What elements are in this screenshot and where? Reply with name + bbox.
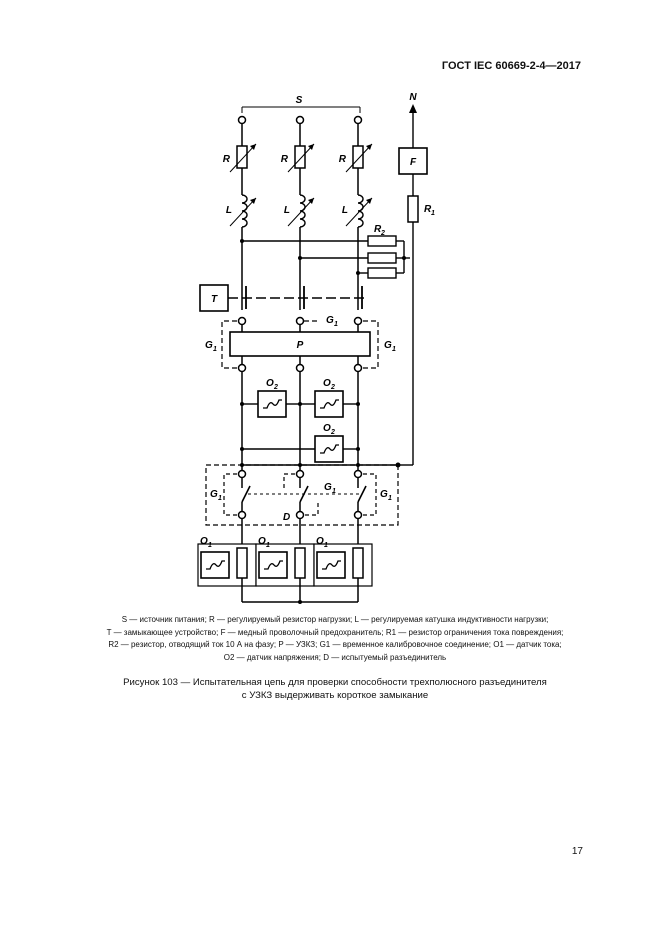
label-r2: R <box>374 224 382 235</box>
label-g1-left: G <box>205 340 213 351</box>
svg-text:2: 2 <box>331 384 335 391</box>
svg-text:1: 1 <box>218 495 222 502</box>
label-r-2: R <box>280 154 288 165</box>
svg-text:1: 1 <box>213 346 217 353</box>
svg-text:O: O <box>323 378 331 389</box>
label-g1-top: G <box>326 315 334 326</box>
label-r1: R <box>424 204 432 215</box>
resistor-r-1 <box>237 146 247 168</box>
label-r2-sub: 2 <box>381 230 385 237</box>
closing-device-t <box>200 285 368 311</box>
label-l-1: L <box>225 205 232 216</box>
svg-text:G: G <box>210 489 218 500</box>
label-n: N <box>409 92 417 103</box>
disconnector-d <box>239 471 367 524</box>
standard-header: ГОСТ IEC 60669-2-4—2017 <box>441 60 581 72</box>
figure-caption <box>40 676 630 702</box>
label-d: D <box>283 512 291 523</box>
label-l-2: L <box>283 205 290 216</box>
svg-text:2: 2 <box>274 384 278 391</box>
voltage-sensor-o2-2 <box>315 391 343 417</box>
label-f: F <box>409 157 417 168</box>
legend-line: R2 — резистор, отводящий ток 10 А на фазу; P — УЗКЗ; G1 — временное калибровочное соединение; O1 — датчик тока; <box>108 640 562 650</box>
label-s: S <box>295 95 303 106</box>
voltage-sensor-o2-1 <box>258 391 286 417</box>
svg-text:1: 1 <box>324 542 328 549</box>
phase-2 <box>281 117 314 311</box>
page-number: 17 <box>571 846 583 857</box>
label-t: T <box>210 294 218 305</box>
current-sensor-o1-2 <box>256 536 314 586</box>
current-sensor-o1-1 <box>198 536 256 586</box>
figure-legend <box>40 614 630 664</box>
resistor-r-2 <box>295 146 305 168</box>
r2-resistor-network <box>240 224 410 278</box>
svg-text:1: 1 <box>334 321 338 328</box>
svg-text:O: O <box>200 536 208 547</box>
svg-text:1: 1 <box>266 542 270 549</box>
label-p: P <box>296 340 304 351</box>
resistor-r1 <box>408 196 418 222</box>
p-upper-terminals <box>239 318 362 333</box>
caption-line-1: Рисунок 103 — Испытательная цепь для проверки способности трехполюсного разъединителя <box>123 677 547 688</box>
current-sensors-o1 <box>198 519 372 604</box>
legend-line: O2 — датчик напряжения; D — испытуемый разъединитель <box>223 652 447 662</box>
phase-3 <box>339 117 372 311</box>
label-g1-right: G <box>384 340 392 351</box>
short-circuit-protective-device-p <box>230 332 370 356</box>
resistor-r-3 <box>353 146 363 168</box>
legend-line: T — замыкающее устройство; F — медный проволочный предохранитель; R1 — резистор ограничения тока повреждения; <box>106 627 564 637</box>
svg-text:2: 2 <box>331 429 335 436</box>
caption-line-2: с УЗКЗ выдерживать короткое замыкание <box>241 690 429 701</box>
phase-1 <box>223 117 256 311</box>
label-l-3: L <box>341 205 348 216</box>
source-bracket <box>242 95 360 113</box>
svg-text:O: O <box>323 423 331 434</box>
neutral-branch <box>396 92 436 468</box>
calibration-connection-g1-lower <box>210 474 392 515</box>
svg-text:G: G <box>380 489 388 500</box>
label-r-3: R <box>338 154 346 165</box>
label-r-1: R <box>222 154 230 165</box>
current-sensor-o1-3 <box>314 536 372 586</box>
svg-text:O: O <box>266 378 274 389</box>
svg-text:1: 1 <box>332 488 336 495</box>
svg-text:1: 1 <box>208 542 212 549</box>
svg-text:O: O <box>316 536 324 547</box>
label-r1-sub: 1 <box>431 210 435 217</box>
voltage-sensor-o2-3 <box>315 436 343 462</box>
svg-text:1: 1 <box>392 346 396 353</box>
legend-line: S — источник питания; R — регулируемый резистор нагрузки; L — регулируемая катушка индуктивности нагрузки; <box>121 615 549 624</box>
svg-text:O: O <box>258 536 266 547</box>
svg-text:G: G <box>324 482 332 493</box>
svg-text:1: 1 <box>388 495 392 502</box>
